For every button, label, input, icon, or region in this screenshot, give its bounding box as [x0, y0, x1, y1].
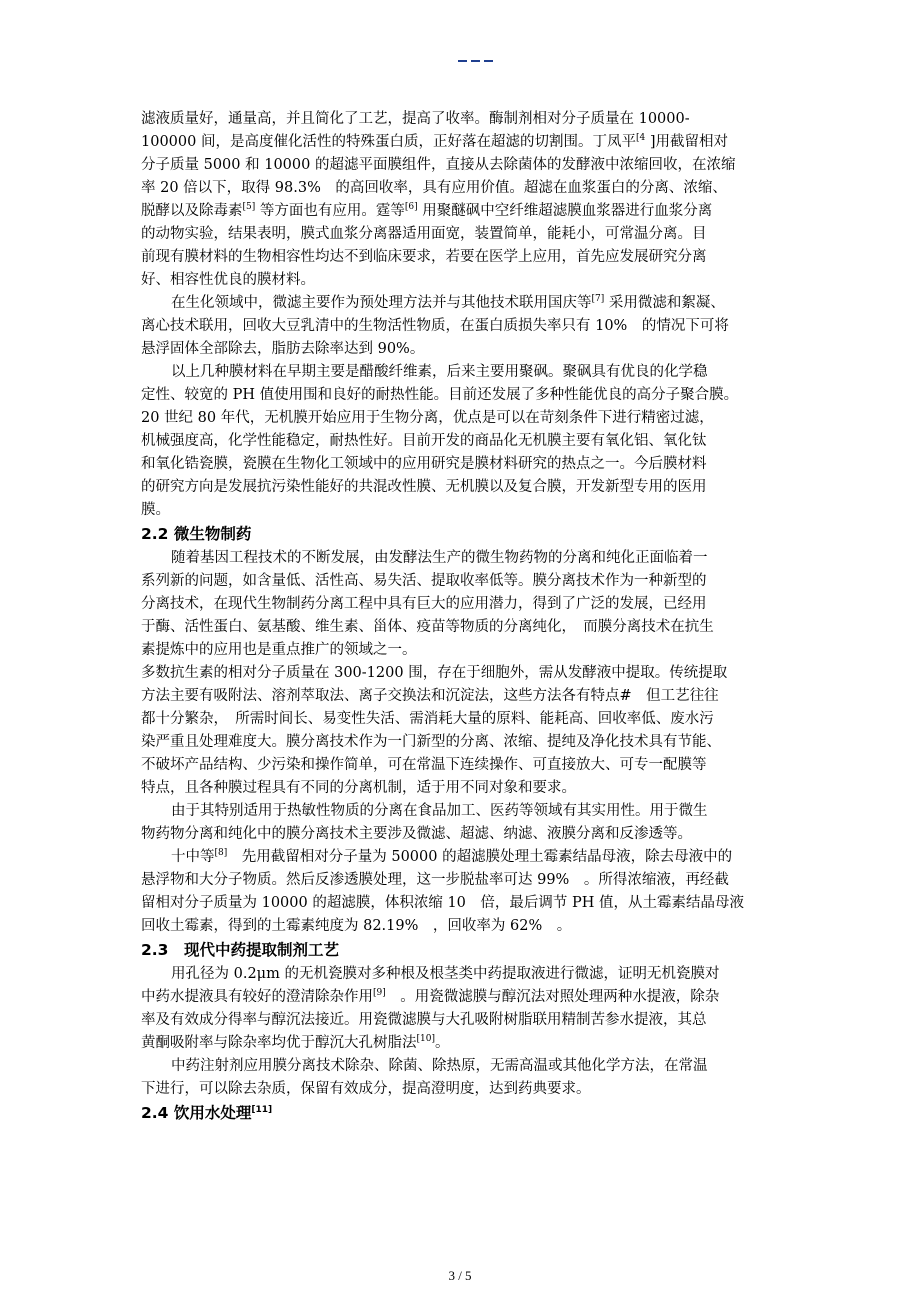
- text-line: [141, 846, 791, 869]
- line-text: 不破坏产品结构、少污染和操作简单，可在常温下连续操作、可直接放大、可专一配膜等: [141, 757, 707, 773]
- text-line: [141, 708, 791, 731]
- text-line: [141, 685, 791, 708]
- text-line: [141, 361, 791, 384]
- text-line: [141, 570, 791, 593]
- line-text: 滤液质量好，通量高，并且简化了工艺，提高了收率。酶制剂相对分子质量在 10000-: [141, 111, 690, 127]
- text-line: [141, 1078, 791, 1101]
- text-line: [141, 177, 791, 200]
- line-text: 好、相容性优良的膜材料。: [141, 272, 315, 288]
- line-text: 等方面也有应用。霆等: [255, 203, 405, 219]
- text-line: [141, 499, 791, 522]
- line-text: 方法主要有吸附法、溶剂萃取法、离子交换法和沉淀法，这些方法各有特点# 但工艺往往: [141, 688, 719, 704]
- line-text: 离心技术联用，回收大豆乳清中的生物活性物质，在蛋白质损失率只有 10% 的情况下可将: [141, 318, 729, 334]
- line-text: 染严重且处理难度大。膜分离技术作为一门新型的分离、浓缩、提纯及净化技术具有节能、: [141, 734, 721, 750]
- line-text: 机械强度高，化学性能稳定，耐热性好。目前开发的商品化无机膜主要有氧化铝、氧化钛: [141, 433, 707, 449]
- citation-ref: [9]: [373, 988, 386, 999]
- text-line: [141, 754, 791, 777]
- line-text: 中药水提液具有较好的澄清除杂作用: [141, 989, 373, 1005]
- line-text: 率及有效成分得率与醇沉法接近。用瓷微滤膜与大孔吸附树脂联用精制苦参水提液，其总: [141, 1012, 707, 1028]
- line-text: 的动物实验，结果表明，膜式血浆分离器适用面宽，装置简单，能耗小，可常温分离。目: [141, 226, 707, 242]
- citation-ref: [7]: [591, 294, 605, 305]
- text-line: [141, 777, 791, 800]
- text-line: [141, 453, 791, 476]
- text-line: [141, 639, 791, 662]
- line-text: 悬浮物和大分子物质。然后反渗透膜处理，这一步脱盐率可达 99% 。所得浓缩液，再经截: [141, 872, 729, 888]
- line-text: 率 20 倍以下，取得 98.3% 的高回收率，具有应用价值。超滤在血浆蛋白的分离、浓缩、: [141, 180, 727, 196]
- line-text: 用孔径为 0.2μm 的无机瓷膜对多种根及根茎类中药提取液进行微滤，证明无机瓷膜对: [171, 966, 720, 982]
- line-text: 随着基因工程技术的不断发展，由发酵法生产的微生物药物的分离和纯化正面临着一: [171, 550, 708, 566]
- text-line: [141, 223, 791, 246]
- line-text: 以上几种膜材料在早期主要是醋酸纤维素，后来主要用聚砜。聚砜具有优良的化学稳: [171, 364, 708, 380]
- text-line: [141, 823, 791, 846]
- line-text: 多数抗生素的相对分子质量在 300-1200 围，存在于细胞外，需从发酵液中提取。传统提取: [141, 665, 728, 681]
- line-text: 膜。: [141, 502, 170, 518]
- line-text: 中药注射剂应用膜分离技术除杂、除菌、除热原，无需高温或其他化学方法，在常温: [171, 1058, 708, 1074]
- text-line: [141, 407, 791, 430]
- text-line: [141, 384, 791, 407]
- text-line: [141, 800, 791, 823]
- line-text: 十中等: [171, 849, 215, 865]
- citation-ref: [10]: [416, 1034, 435, 1045]
- document-body: [141, 108, 791, 1126]
- line-text: 物药物分离和纯化中的膜分离技术主要涉及微滤、超滤、纳滤、液膜分离和反渗透等。: [141, 826, 692, 842]
- line-text: 脱酵以及除毒素: [141, 203, 243, 219]
- line-text: 下进行，可以除去杂质，保留有效成分，提高澄明度，达到药典要求。: [141, 1081, 591, 1097]
- line-text: 于酶、活性蛋白、氨基酸、维生素、甾体、疫苗等物质的分离纯化， 而膜分离技术在抗生: [141, 619, 714, 635]
- header-dash: [471, 60, 480, 62]
- text-line: [141, 338, 791, 361]
- line-text: 2.4 饮用水处理: [141, 1104, 252, 1122]
- line-text: 在生化领域中，微滤主要作为预处理方法并与其他技术联用国庆等: [171, 295, 592, 311]
- citation-ref: [6]: [404, 202, 418, 213]
- text-line: [141, 1032, 791, 1055]
- text-line: [141, 430, 791, 453]
- line-text: 和氧化锆瓷膜，瓷膜在生物化工领域中的应用研究是膜材料研究的热点之一。今后膜材料: [141, 456, 707, 472]
- section-heading: [141, 938, 791, 963]
- text-line: [141, 662, 791, 685]
- text-line: [141, 892, 791, 915]
- line-text: 素提炼中的应用也是重点推广的领域之一。: [141, 642, 417, 658]
- text-line: [141, 108, 791, 131]
- text-line: [141, 963, 791, 986]
- text-line: [141, 315, 791, 338]
- header-dash: [458, 60, 467, 62]
- line-text: 都十分繁杂， 所需时间长、易变性失活、需消耗大量的原料、能耗高、回收率低、废水污: [141, 711, 714, 727]
- text-line: [141, 986, 791, 1009]
- line-text: 分离技术，在现代生物制药分离工程中具有巨大的应用潜力，得到了广泛的发展，已经用: [141, 596, 707, 612]
- line-text: 系列新的问题，如含量低、活性高、易失活、提取收率低等。膜分离技术作为一种新型的: [141, 573, 707, 589]
- text-line: [141, 246, 791, 269]
- line-text: ]用截留相对: [645, 134, 728, 150]
- text-line: [141, 200, 791, 223]
- line-text: 。: [434, 1035, 450, 1051]
- line-text: 20 世纪 80 年代，无机膜开始应用于生物分离，优点是可以在苛刻条件下进行精密过滤，: [141, 410, 714, 426]
- line-text: 。用瓷微滤膜与醇沉法对照处理两种水提液，除杂: [385, 989, 720, 1005]
- line-text: 黄酮吸附率与除杂率均优于醇沉大孔树脂法: [141, 1035, 417, 1051]
- text-line: [141, 1009, 791, 1032]
- section-heading: [141, 1101, 791, 1126]
- text-line: [141, 131, 791, 154]
- text-line: [141, 154, 791, 177]
- text-line: [141, 869, 791, 892]
- citation-ref: [4: [635, 133, 646, 144]
- text-line: [141, 616, 791, 639]
- line-text: 分子质量 5000 和 10000 的超滤平面膜组件，直接从去除菌体的发酵液中浓缩回收，在浓缩: [141, 157, 736, 173]
- line-text: 回收土霉素，得到的土霉素纯度为 82.19% ，回收率为 62% 。: [141, 918, 572, 934]
- line-text: 2.3 现代中药提取制剂工艺: [141, 941, 339, 959]
- line-text: 的研究方向是发展抗污染性能好的共混改性膜、无机膜以及复合膜，开发新型专用的医用: [141, 479, 707, 495]
- line-text: 前现有膜材料的生物相容性均达不到临床要求，若要在医学上应用，首先应发展研究分离: [141, 249, 707, 265]
- text-line: [141, 593, 791, 616]
- text-line: [141, 731, 791, 754]
- line-text: 2.2 微生物制药: [141, 525, 252, 543]
- text-line: [141, 292, 791, 315]
- citation-ref: [11]: [251, 1104, 273, 1115]
- text-line: [141, 476, 791, 499]
- line-text: 由于其特别适用于热敏性物质的分离在食品加工、医药等领域有其实用性。用于微生: [171, 803, 708, 819]
- header-mark: [458, 50, 498, 64]
- line-text: 用聚醚砜中空纤维超滤膜血浆器进行血浆分离: [417, 203, 713, 219]
- citation-ref: [8]: [214, 848, 228, 859]
- line-text: 悬浮固体全部除去，脂肪去除率达到 90%。: [141, 341, 425, 357]
- text-line: [141, 1055, 791, 1078]
- line-text: 特点，且各种膜过程具有不同的分离机制，适于用不同对象和要求。: [141, 780, 576, 796]
- line-text: 留相对分子质量为 10000 的超滤膜，体积浓缩 10 倍，最后调节 PH 值，从土霉素结晶母液: [141, 895, 745, 911]
- header-dash: [484, 60, 493, 62]
- line-text: 先用截留相对分子量为 50000 的超滤膜处理土霉素结晶母液，除去母液中的: [227, 849, 733, 865]
- line-text: 100000 间，是高度催化活性的特殊蛋白质，正好落在超滤的切割围。丁凤平: [141, 134, 636, 150]
- line-text: 定性、较宽的 PH 值使用围和良好的耐热性能。目前还发展了多种性能优良的高分子聚合膜。: [141, 387, 739, 403]
- text-line: [141, 915, 791, 938]
- text-line: [141, 547, 791, 570]
- citation-ref: [5]: [242, 202, 256, 213]
- text-line: [141, 269, 791, 292]
- section-heading: [141, 522, 791, 547]
- page-number: 3 / 5: [448, 1268, 472, 1283]
- line-text: 采用微滤和絮凝、: [604, 295, 725, 311]
